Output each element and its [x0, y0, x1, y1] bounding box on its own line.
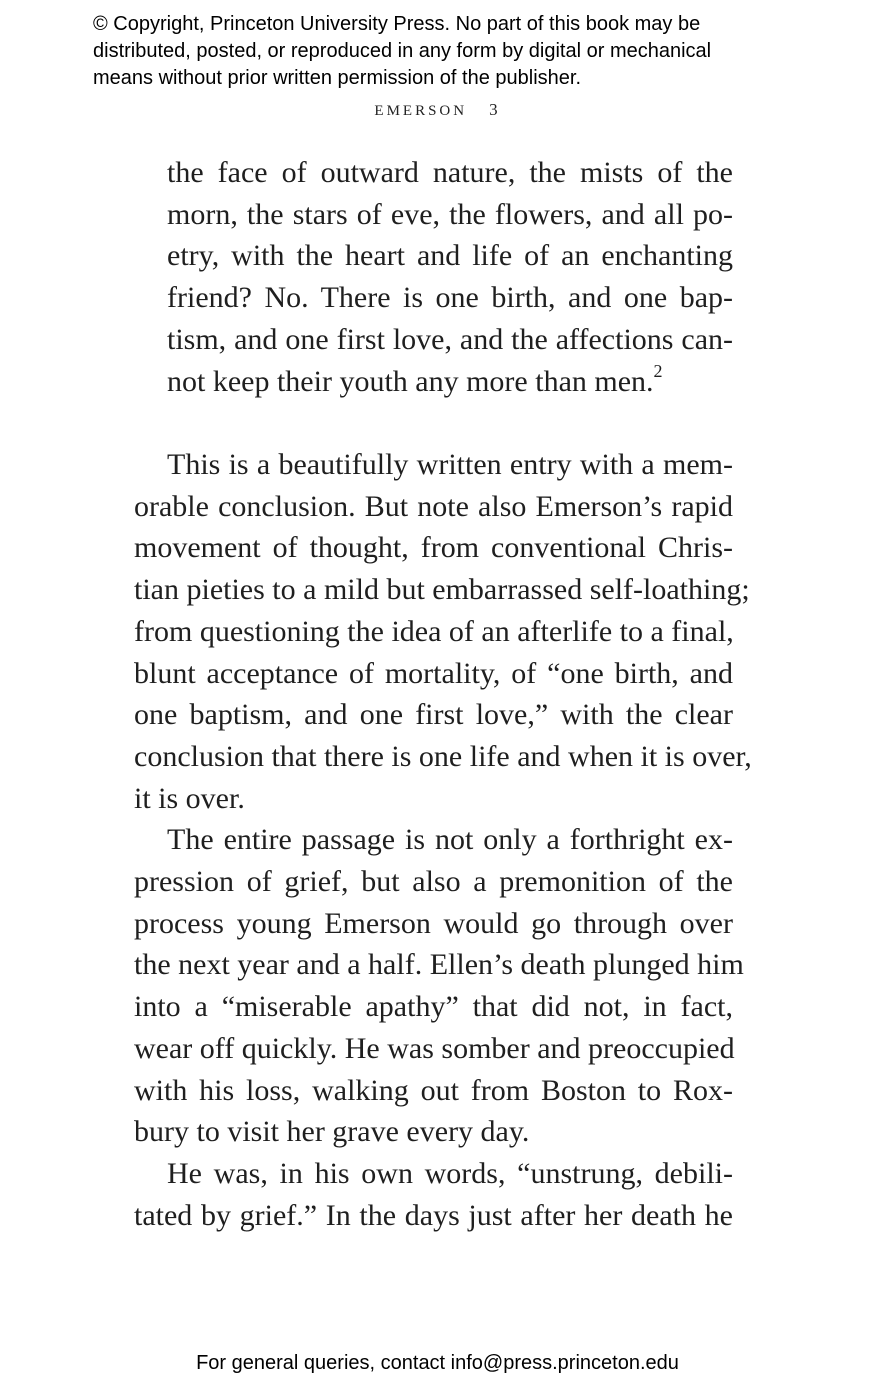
- paragraph-line: tated by grief.” In the days just after her death he: [134, 1198, 733, 1232]
- quote-line: tism, and one first love, and the affections can-: [167, 322, 733, 356]
- quote-line: the face of outward nature, the mists of the: [167, 156, 733, 189]
- paragraph-line: one baptism, and one first love,” with the clear: [134, 698, 733, 732]
- paragraph: [134, 819, 744, 1153]
- running-head: [0, 100, 875, 120]
- paragraph-line: tian pieties to a mild but embarrassed self-loathing;: [134, 573, 750, 607]
- quote-line: etry, with the heart and life of an enchanting: [167, 239, 733, 273]
- paragraph-line: bury to visit her grave every day.: [134, 1115, 530, 1149]
- paragraph-line: process young Emerson would go through over: [134, 906, 733, 940]
- paragraph-line: This is a beautifully written entry with a mem-: [167, 448, 733, 481]
- paragraph-line: blunt acceptance of mortality, of “one birth, and: [134, 656, 733, 690]
- paragraph-line: the next year and a half. Ellen’s death plunged him: [134, 948, 744, 982]
- copyright-line: © Copyright, Princeton University Press. No part of this book may be: [93, 13, 701, 35]
- copyright-notice: [93, 11, 793, 92]
- body-text: [134, 444, 752, 1236]
- quote-line-text: not keep their youth any more than men.: [167, 364, 654, 398]
- paragraph: [134, 1153, 733, 1236]
- copyright-line: means without prior written permission of the publisher.: [93, 67, 582, 89]
- page-number: 3: [489, 100, 501, 119]
- paragraph-line: into a “miserable apathy” that did not, in fact,: [134, 990, 733, 1024]
- paragraph-line: pression of grief, but also a premonition of the: [134, 865, 733, 899]
- paragraph-line: with his loss, walking out from Boston to Rox-: [134, 1073, 733, 1107]
- footnote-reference[interactable]: 2: [653, 360, 663, 381]
- paragraph-line: orable conclusion. But note also Emerson’s rapid: [134, 489, 733, 523]
- quote-line: friend? No. There is one birth, and one bap-: [167, 281, 733, 315]
- paragraph-line: from questioning the idea of an afterlife to a final,: [134, 614, 734, 648]
- quote-line-last: [167, 361, 733, 403]
- footer-contact: For general queries, contact info@press.princeton.edu: [196, 1352, 679, 1374]
- block-quote: [167, 152, 733, 402]
- paragraph-line: The entire passage is not only a forthright ex-: [167, 823, 733, 857]
- running-head-title: EMERSON: [374, 103, 468, 119]
- paragraph-line: it is over.: [134, 781, 245, 815]
- paragraph-line: movement of thought, from conventional Chris-: [134, 531, 733, 565]
- quote-line: morn, the stars of eve, the flowers, and all po-: [167, 197, 733, 231]
- paragraph-line: wear off quickly. He was somber and preoccupied: [134, 1031, 735, 1065]
- paragraph-line: conclusion that there is one life and when it is over,: [134, 739, 752, 773]
- copyright-line: distributed, posted, or reproduced in any form by digital or mechanical: [93, 40, 712, 62]
- paragraph-line: He was, in his own words, “unstrung, debili-: [167, 1156, 733, 1190]
- paragraph: [134, 444, 752, 819]
